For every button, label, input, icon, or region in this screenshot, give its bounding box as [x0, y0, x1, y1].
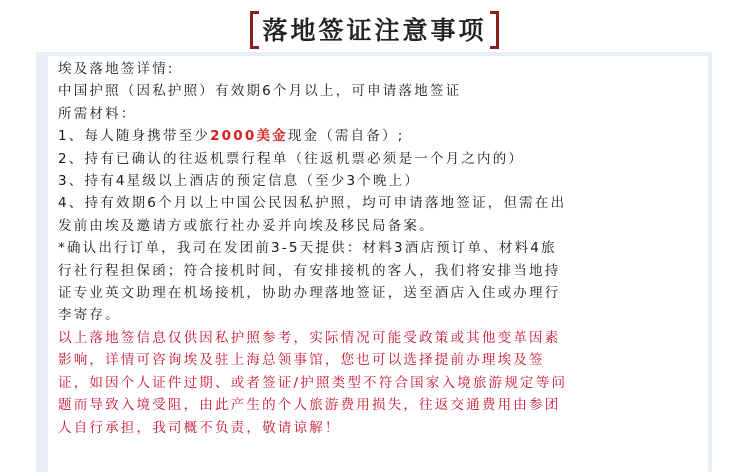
note-line-3: 证专业英文助理在机场接机，协助办理落地签证，送至酒店入住或办理行: [58, 285, 561, 302]
warning-line-3: 证，如因个人证件过期、或者签证/护照类型不符合国家入境旅游规定等问: [58, 374, 568, 391]
page-title: 落地签证注意事项: [262, 16, 487, 45]
warning-line-1: 以上落地签信息仅供因私护照参考，实际情况可能受政策或其他变革因素: [58, 329, 561, 346]
warning-line-4: 题而导致入境受阻，由此产生的个人旅游费用损失，往返交通费用由参团: [58, 397, 561, 414]
title-bar: [0, 8, 749, 52]
material-item-1-prefix: 1、每人随身携带至少: [58, 128, 211, 145]
content-card: [48, 56, 708, 472]
section-heading: 埃及落地签详情:: [58, 61, 175, 77]
title-bracket-left: [250, 11, 259, 49]
warning-line-5: 人自行承担，我司概不负责，敬请谅解！: [58, 419, 341, 436]
material-item-4-line-2: 发前由埃及邀请方或旅行社办妥并向埃及移民局备案。: [58, 217, 435, 234]
materials-heading: 所需材料：: [58, 105, 137, 122]
material-item-1-suffix: 现金（需自备）;: [287, 128, 405, 145]
note-line-1: *确认出行订单，我司在发团前3-5天提供：材料3酒店预订单、材料4旅: [58, 240, 557, 257]
note-line-4: 李寄存。: [58, 307, 121, 324]
material-item-2: 2、持有已确认的往返机票行程单（往返机票必须是一个月之内的）: [58, 150, 525, 167]
note-line-2: 行社行程担保函；符合接机时间，有安排接机的客人，我们将安排当地持: [58, 262, 561, 279]
cash-amount-highlight: 2000美金: [210, 128, 288, 145]
material-item-4-line-1: 4、持有效期6个月以上中国公民因私护照，均可申请落地签证，但需在出: [58, 195, 567, 212]
material-item-3: 3、持有4星级以上酒店的预定信息（至少3个晚上）: [58, 173, 421, 190]
title-box: [250, 9, 498, 51]
material-item-1: [58, 125, 698, 147]
title-bracket-right: [490, 11, 499, 49]
passport-requirement: 中国护照（因私护照）有效期6个月以上，可申请落地签证: [58, 83, 462, 100]
warning-line-2: 影响，详情可咨询埃及驻上海总领事馆，您也可以选择提前办理埃及签: [58, 352, 545, 369]
